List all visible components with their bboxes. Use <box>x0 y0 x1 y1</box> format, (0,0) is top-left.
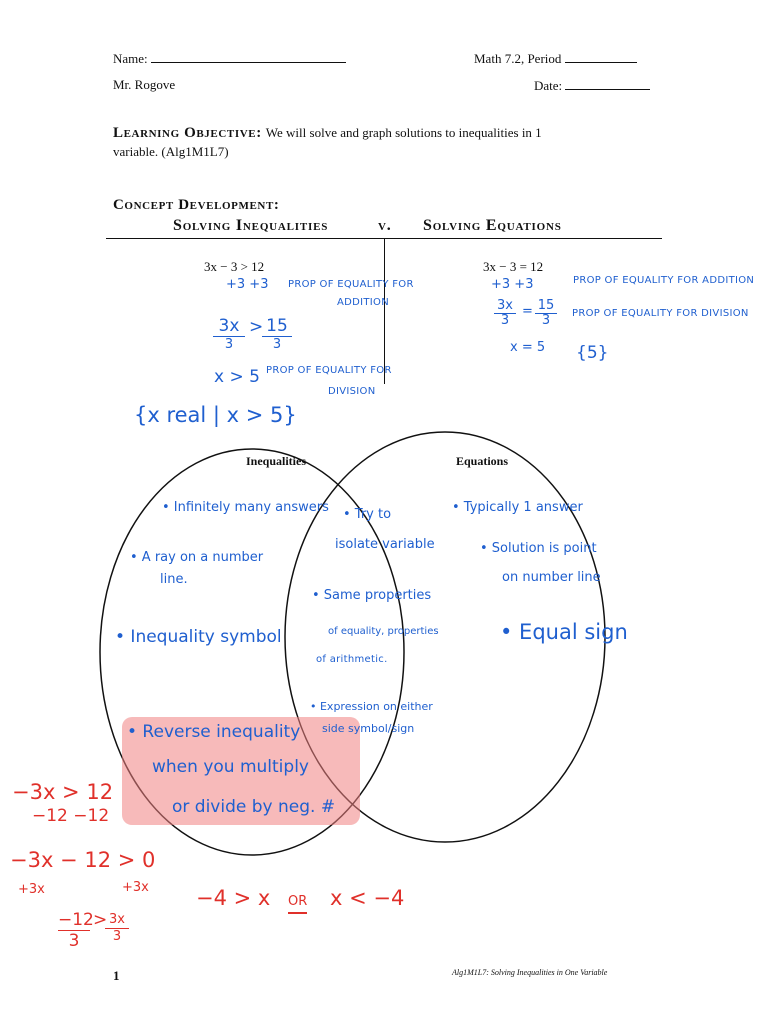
venn-right-item-4: • Equal sign <box>500 620 628 644</box>
left-step2-op: > <box>249 317 264 337</box>
left-step2-den: 3 <box>224 337 234 352</box>
red-line-4-left: +3x <box>18 882 45 897</box>
concept-development-label: Concept Development: <box>113 197 280 213</box>
left-step1: +3 +3 <box>226 277 269 292</box>
red-line-5-right <box>105 912 129 945</box>
left-column-title: Solving Inequalities <box>173 217 329 234</box>
venn-right-item-3: on number line <box>502 570 601 585</box>
learning-objective-label: Learning Objective: <box>113 125 262 141</box>
venn-middle-item-5: of arithmetic. <box>316 654 388 665</box>
left-step2-right-den: 3 <box>272 337 282 352</box>
right-step1-note: PROP OF EQUALITY FOR ADDITION <box>573 275 755 286</box>
right-solution-set: {5} <box>576 343 609 363</box>
right-step2-note: PROP OF EQUALITY FOR DIVISION <box>572 308 749 319</box>
red-line-3: −3x − 12 > 0 <box>10 848 156 872</box>
left-step2-right-num: 15 <box>262 317 292 337</box>
left-step2-num: 3x <box>213 317 245 337</box>
learning-objective-text-2: variable. (Alg1M1L7) <box>113 144 229 159</box>
class-period-label: Math 7.2, Period <box>474 51 562 66</box>
red-answer-or: OR <box>288 894 307 914</box>
right-equation: 3x − 3 = 12 <box>483 259 544 274</box>
venn-middle-item-2: isolate variable <box>335 537 435 552</box>
left-solution-set: {x real | x > 5} <box>134 403 297 427</box>
red-line-4-right: +3x <box>122 880 149 895</box>
right-step2-right-num: 15 <box>535 298 557 314</box>
left-equation: 3x − 3 > 12 <box>204 259 265 274</box>
red-answer-right: x < −4 <box>330 886 405 910</box>
red-line-5-right-num: 3x <box>105 912 129 929</box>
right-step3: x = 5 <box>510 340 546 355</box>
left-step3: x > 5 <box>214 367 260 387</box>
red-line-5-num: −12 <box>58 910 94 930</box>
versus-label: v. <box>378 217 392 234</box>
red-line-5-op: > <box>93 910 108 930</box>
venn-middle-item-1: • Try to <box>343 507 392 522</box>
red-line-5-den-left: 3 <box>68 931 80 951</box>
venn-left-item-7: or divide by neg. # <box>172 797 336 817</box>
venn-right-label: Equations <box>456 454 509 468</box>
venn-left-item-3: line. <box>160 572 188 587</box>
right-step1: +3 +3 <box>491 277 534 292</box>
venn-right-item-1: • Typically 1 answer <box>452 500 583 515</box>
page-number: 1 <box>113 968 120 983</box>
red-answer-left: −4 > x <box>196 886 271 910</box>
venn-left-item-6: when you multiply <box>152 757 309 777</box>
venn-right-item-2: • Solution is point <box>480 541 597 556</box>
venn-middle-item-7: side symbol/sign <box>322 722 415 735</box>
right-step2-right-den: 3 <box>541 313 551 328</box>
venn-left-item-5: • Reverse inequality <box>127 722 301 742</box>
right-step2-den: 3 <box>500 313 510 328</box>
footer-course-note: Alg1M1L7: Solving Inequalities in One Variable <box>452 968 608 977</box>
red-line-2: −12 −12 <box>32 806 110 826</box>
venn-left-item-4: • Inequality symbol <box>115 627 282 647</box>
venn-left-item-1: • Infinitely many answers <box>162 500 329 515</box>
right-step2-op: = <box>522 304 533 319</box>
venn-middle-item-4: of equality, properties <box>328 626 439 637</box>
red-line-5-den-right: 3 <box>112 929 122 944</box>
venn-middle-item-6: • Expression on either <box>310 700 433 713</box>
right-step2-num: 3x <box>494 298 516 314</box>
left-step1-note-1: PROP OF EQUALITY FOR <box>288 279 414 290</box>
venn-left-item-2: • A ray on a number <box>130 550 264 565</box>
left-step1-note-2: ADDITION <box>337 297 389 308</box>
learning-objective-text-1: We will solve and graph solutions to inequalities in 1 <box>265 125 542 140</box>
red-line-5-left <box>58 910 94 951</box>
right-column-title: Solving Equations <box>423 217 562 234</box>
venn-left-label: Inequalities <box>246 454 307 468</box>
venn-middle-item-3: • Same properties <box>312 588 432 603</box>
red-line-1: −3x > 12 <box>12 780 114 804</box>
teacher-name: Mr. Rogove <box>113 77 176 92</box>
left-step3-note-1: PROP OF EQUALITY FOR <box>266 365 392 376</box>
left-step3-note-2: DIVISION <box>328 386 376 397</box>
name-label: Name: <box>113 51 148 66</box>
date-label: Date: <box>534 78 563 93</box>
